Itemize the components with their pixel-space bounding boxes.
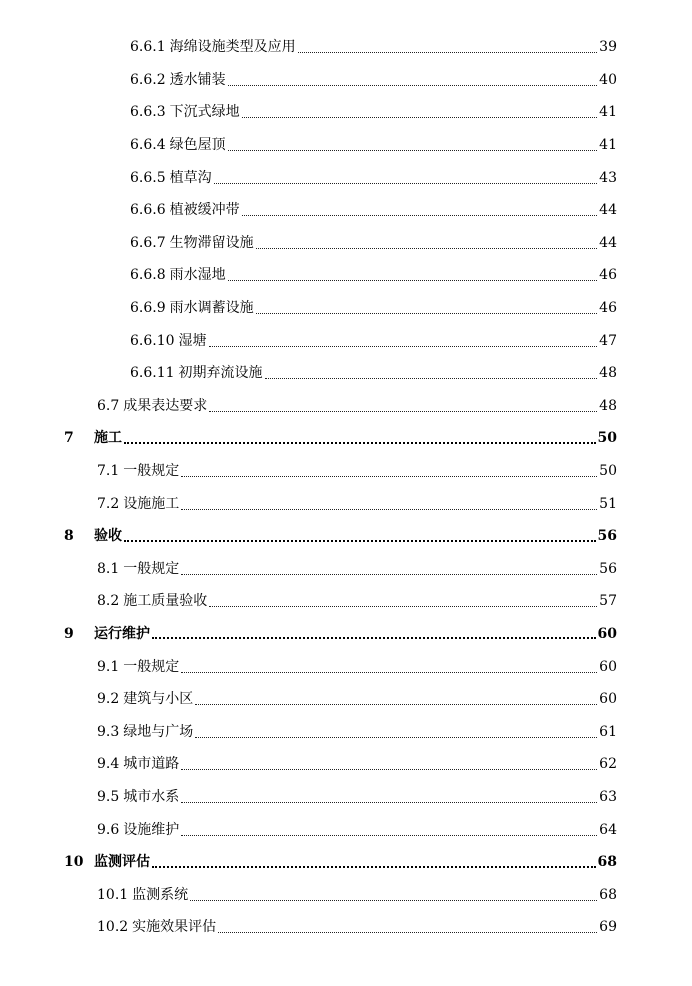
toc-entry[interactable]	[0, 748, 692, 781]
toc-entry[interactable]	[0, 455, 692, 488]
toc-entry-page: 64	[599, 821, 617, 838]
dot-leader	[195, 703, 597, 705]
toc-entry-number: 6.6.1	[130, 39, 166, 56]
toc-entry-title: 设施维护	[123, 821, 180, 838]
dot-leader	[181, 475, 597, 477]
toc-entry-number: 7.1	[97, 463, 120, 480]
toc-entry-number: 6.6.4	[130, 137, 166, 154]
toc-entry-page: 47	[599, 332, 617, 349]
toc-entry[interactable]	[0, 227, 692, 260]
toc-entry-number: 9.4	[97, 756, 120, 773]
dot-leader	[181, 573, 597, 575]
toc-entry-number: 6.6.10	[130, 332, 175, 349]
toc-entry-page: 68	[599, 886, 617, 903]
toc-entry-number: 6.6.6	[130, 202, 166, 219]
toc-chapter-title: 监测评估	[94, 854, 150, 871]
dot-leader	[181, 508, 597, 510]
toc-entry[interactable]	[0, 878, 692, 911]
toc-entry-title: 透水铺装	[169, 71, 226, 88]
toc-chapter-page: 50	[597, 430, 617, 447]
toc-chapter-number: 8	[64, 528, 74, 545]
toc-entry[interactable]	[0, 129, 692, 162]
toc-entry[interactable]	[0, 813, 692, 846]
toc-entry-number: 9.3	[97, 723, 120, 740]
toc-entry[interactable]	[0, 553, 692, 586]
dot-leader	[242, 214, 598, 216]
toc-entry[interactable]	[0, 715, 692, 748]
toc-entry[interactable]	[0, 357, 692, 390]
toc-chapter-title: 运行维护	[94, 625, 150, 642]
toc-entry-number: 6.6.3	[130, 104, 166, 121]
toc-entry[interactable]	[0, 585, 692, 618]
toc-entry-page: 60	[599, 658, 617, 675]
dot-leader	[209, 605, 597, 607]
toc-chapter-page: 68	[597, 854, 617, 871]
toc-entry-title: 监测系统	[132, 886, 189, 903]
toc-entry-page: 57	[599, 593, 617, 610]
dot-leader	[256, 247, 598, 249]
toc-entry[interactable]	[0, 911, 692, 944]
toc-entry-page: 46	[599, 300, 617, 317]
toc-entry-title: 雨水湿地	[169, 267, 226, 284]
toc-entry-title: 实施效果评估	[132, 919, 217, 936]
toc-entry-title: 海绵设施类型及应用	[169, 39, 296, 56]
toc-chapter-title: 验收	[94, 528, 122, 545]
toc-entry-title: 城市水系	[123, 788, 180, 805]
toc-entry-page: 46	[599, 267, 617, 284]
dot-leader	[214, 182, 598, 184]
toc-entry-number: 8.1	[97, 560, 120, 577]
toc-chapter[interactable]	[0, 846, 692, 879]
toc-chapter-page: 56	[597, 528, 617, 545]
toc-entry-page: 48	[599, 365, 617, 382]
toc-entry-title: 施工质量验收	[123, 593, 208, 610]
toc-entry-number: 9.1	[97, 658, 120, 675]
dot-leader	[190, 899, 597, 901]
toc-entry[interactable]	[0, 194, 692, 227]
dot-leader	[228, 84, 598, 86]
toc-entry[interactable]	[0, 650, 692, 683]
toc-entry[interactable]	[0, 683, 692, 716]
toc-chapter-number: 10	[64, 854, 84, 871]
toc-entry-number: 7.2	[97, 495, 120, 512]
toc-entry-title: 一般规定	[123, 560, 180, 577]
toc-entry[interactable]	[0, 161, 692, 194]
toc-entry-number: 6.6.5	[130, 169, 166, 186]
toc-chapter[interactable]	[0, 618, 692, 651]
toc-entry[interactable]	[0, 324, 692, 357]
toc-entry-number: 10.2	[97, 919, 129, 936]
dot-leader	[124, 539, 596, 542]
toc-entry-page: 60	[599, 691, 617, 708]
toc-entry-page: 39	[599, 39, 617, 56]
toc-entry-page: 44	[599, 202, 617, 219]
dot-leader	[242, 116, 598, 118]
dot-leader	[256, 312, 598, 314]
toc-chapter-number: 7	[64, 430, 74, 447]
toc-entry-number: 8.2	[97, 593, 120, 610]
toc-entry-title: 一般规定	[123, 658, 180, 675]
toc-entry-title: 初期弃流设施	[178, 365, 263, 382]
toc-chapter-title: 施工	[94, 430, 122, 447]
toc-entry[interactable]	[0, 259, 692, 292]
dot-leader	[152, 636, 596, 639]
dot-leader	[265, 377, 598, 379]
toc-entry-title: 一般规定	[123, 463, 180, 480]
toc-entry-number: 9.5	[97, 788, 120, 805]
toc-entry[interactable]	[0, 96, 692, 129]
dot-leader	[228, 149, 598, 151]
toc-entry-title: 湿塘	[178, 332, 207, 349]
toc-entry-title: 绿色屋顶	[169, 137, 226, 154]
toc-entry-number: 10.1	[97, 886, 129, 903]
dot-leader	[228, 279, 598, 281]
toc-entry-title: 建筑与小区	[123, 691, 194, 708]
toc-entry-title: 设施施工	[123, 495, 180, 512]
toc-entry-title: 城市道路	[123, 756, 180, 773]
dot-leader	[209, 410, 597, 412]
dot-leader	[195, 736, 597, 738]
toc-entry-number: 6.6.7	[130, 234, 166, 251]
toc-entry-page: 41	[599, 104, 617, 121]
toc-entry-number: 9.6	[97, 821, 120, 838]
toc-entry-page: 43	[599, 169, 617, 186]
toc-entry[interactable]	[0, 292, 692, 325]
toc-entry-page: 44	[599, 234, 617, 251]
dot-leader	[181, 768, 597, 770]
toc-entry-page: 41	[599, 137, 617, 154]
dot-leader	[209, 345, 598, 347]
dot-leader	[181, 671, 597, 673]
toc-entry-number: 6.7	[97, 397, 120, 414]
toc-entry[interactable]	[0, 31, 692, 64]
toc-chapter-page: 60	[597, 625, 617, 642]
toc-entry-title: 植草沟	[169, 169, 212, 186]
toc-entry[interactable]	[0, 64, 692, 97]
toc-entry-page: 48	[599, 397, 617, 414]
toc-entry-number: 6.6.11	[130, 365, 175, 382]
toc-entry-page: 62	[599, 756, 617, 773]
toc-entry-title: 下沉式绿地	[169, 104, 240, 121]
toc-entry-page: 69	[599, 919, 617, 936]
toc-entry-title: 植被缓冲带	[169, 202, 240, 219]
toc-entry-number: 6.6.9	[130, 300, 166, 317]
toc-entry[interactable]	[0, 390, 692, 423]
table-of-contents	[0, 31, 692, 944]
toc-entry-page: 61	[599, 723, 617, 740]
dot-leader	[124, 441, 596, 444]
toc-entry-title: 生物滞留设施	[169, 234, 254, 251]
toc-entry-page: 63	[599, 788, 617, 805]
toc-entry-number: 6.6.8	[130, 267, 166, 284]
dot-leader	[152, 865, 596, 868]
dot-leader	[298, 51, 598, 53]
dot-leader	[218, 931, 597, 933]
toc-entry-title: 绿地与广场	[123, 723, 194, 740]
toc-entry-title: 雨水调蓄设施	[169, 300, 254, 317]
dot-leader	[181, 834, 597, 836]
toc-chapter-number: 9	[64, 625, 74, 642]
toc-entry-title: 成果表达要求	[123, 397, 208, 414]
toc-entry-page: 56	[599, 560, 617, 577]
toc-entry-number: 9.2	[97, 691, 120, 708]
toc-chapter[interactable]	[0, 422, 692, 455]
toc-entry-page: 51	[599, 495, 617, 512]
dot-leader	[181, 801, 597, 803]
toc-entry[interactable]	[0, 487, 692, 520]
toc-entry-page: 50	[599, 463, 617, 480]
toc-chapter[interactable]	[0, 520, 692, 553]
toc-entry-page: 40	[599, 71, 617, 88]
toc-entry[interactable]	[0, 781, 692, 814]
toc-entry-number: 6.6.2	[130, 71, 166, 88]
